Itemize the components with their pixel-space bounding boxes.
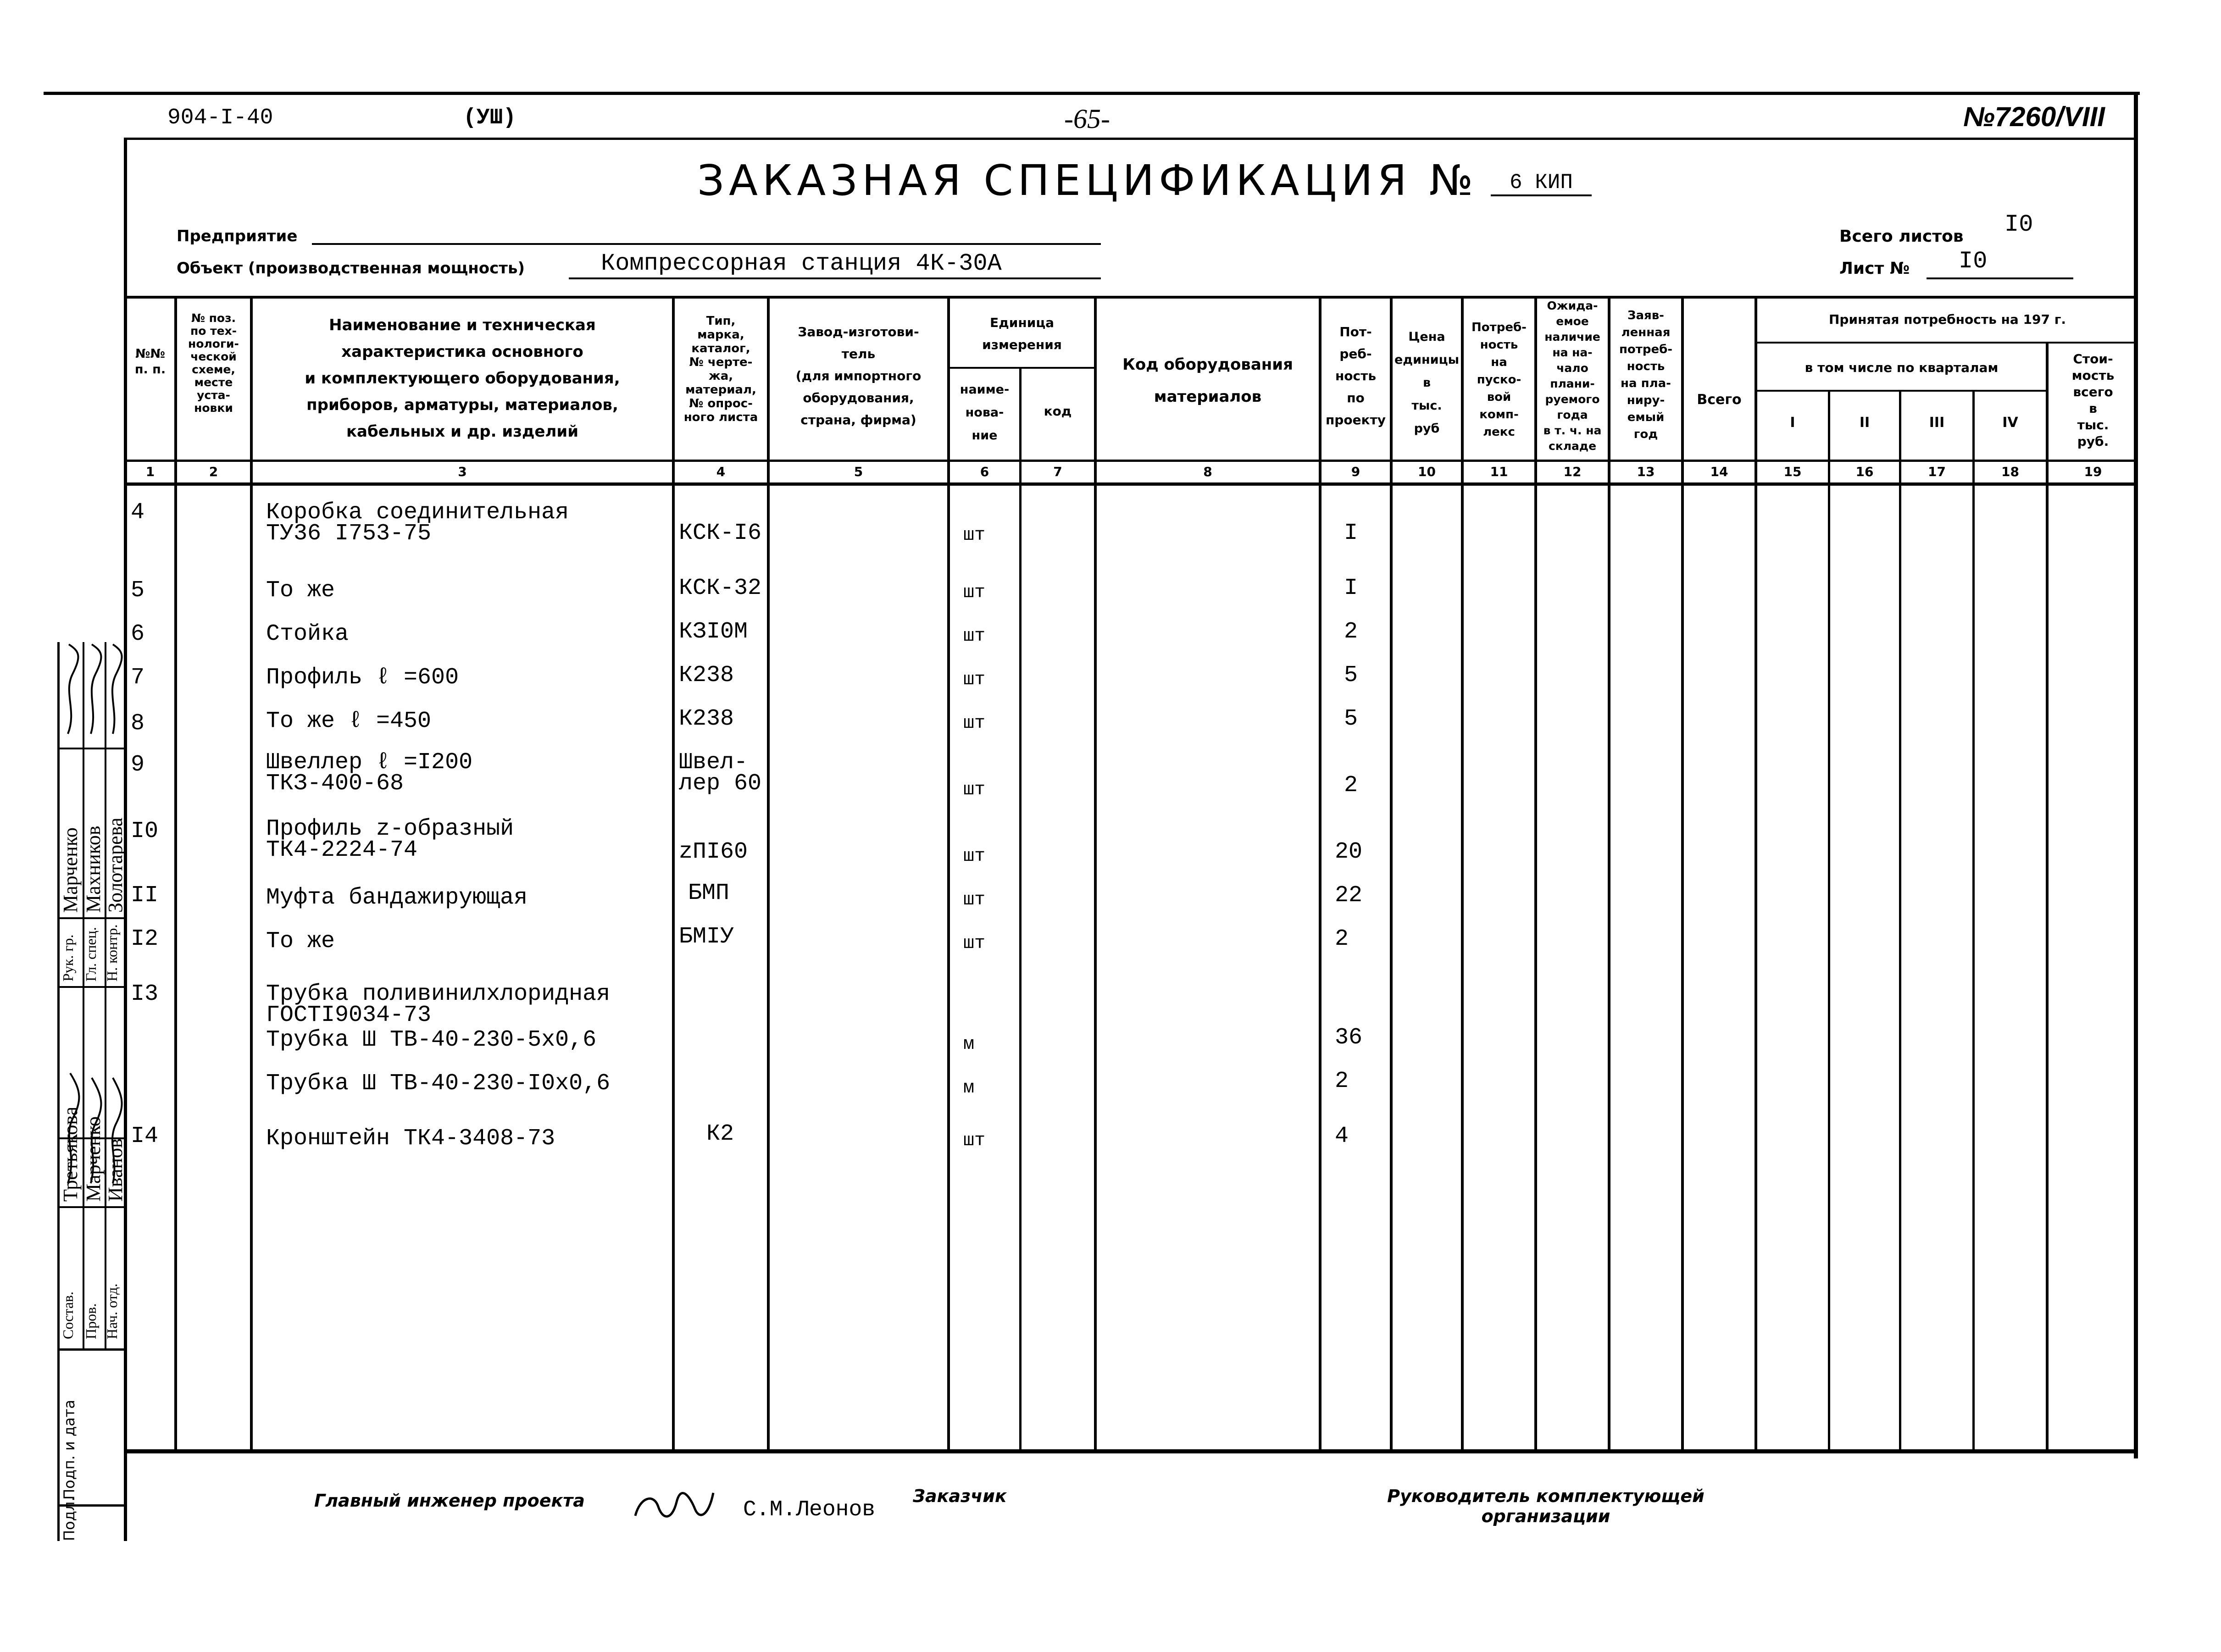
stamp-border xyxy=(57,1206,126,1208)
col-divider xyxy=(1899,390,1901,1452)
row-type: БМIУ xyxy=(679,924,734,950)
row-unit: шт xyxy=(963,582,986,603)
row-qty: I xyxy=(1344,575,1358,601)
header-equipment-code: Код оборудования материалов xyxy=(1122,355,1293,406)
row-unit: шт xyxy=(963,846,986,867)
row-unit: шт xyxy=(963,933,986,954)
row-number: 9 xyxy=(131,752,145,778)
colnum-bottom-rule xyxy=(124,482,2138,486)
row-unit: шт xyxy=(963,626,986,647)
header-unit-code: код xyxy=(1044,404,1072,419)
row-name: Трубка Ш ТВ-40-230-I0х0,6 xyxy=(266,1070,611,1097)
header-q4: IV xyxy=(2002,415,2018,431)
accepted-sub-rule xyxy=(1755,342,2138,344)
header-unit: Единица измерения xyxy=(982,315,1062,352)
row-unit: шт xyxy=(963,890,986,910)
row-name: Муфта бандажирующая xyxy=(266,885,528,911)
supplier-head-label: Руководитель комплектующей организации xyxy=(1387,1486,1705,1526)
colnum-8: 8 xyxy=(1203,464,1212,479)
row-name: Стойка xyxy=(266,621,349,647)
row-name: Трубка поливинилхлоридная ГОСТI9034-73 xyxy=(266,981,611,1028)
row-type: КСК-32 xyxy=(679,575,762,601)
row-type: БМП xyxy=(688,880,730,906)
stamp-role: Нач. отд. xyxy=(104,1283,120,1339)
spec-title: ЗАКАЗНАЯ СПЕЦИФИКАЦИЯ № xyxy=(697,156,1478,205)
sheet-line xyxy=(1927,277,2073,279)
header-accepted-need: Принятая потребность на 197 г. xyxy=(1829,312,2066,327)
row-type: К238 xyxy=(679,706,734,732)
stamp-signatures xyxy=(59,642,128,1206)
doc-code: 904-I-40 xyxy=(167,105,273,130)
stamp-sign-date: Подп. и дата xyxy=(61,1400,78,1500)
header-row-number: №№ п. п. xyxy=(134,347,166,377)
row-unit: шт xyxy=(963,713,986,734)
total-sheets-label: Всего листов xyxy=(1839,227,1964,246)
table-top-rule xyxy=(124,296,2138,299)
colnum-15: 15 xyxy=(1783,464,1802,479)
colnum-2: 2 xyxy=(209,464,218,479)
header-unit-name: наиме- нова- ние xyxy=(960,383,1010,443)
stamp-role: Н. контр. xyxy=(104,924,120,981)
header-unit-price: Цена единицы в тыс. руб xyxy=(1394,330,1460,436)
sheet-label: Лист № xyxy=(1839,259,1910,278)
row-unit: шт xyxy=(963,1131,986,1151)
header-bottom-rule xyxy=(124,460,2138,462)
row-name: Швеллер ℓ =I200 ТКЗ-400-68 xyxy=(266,749,473,797)
stamp-name: Марченко xyxy=(82,1116,105,1202)
colnum-7: 7 xyxy=(1053,464,1062,479)
row-qty: 22 xyxy=(1335,882,1363,909)
row-number: 6 xyxy=(131,621,145,647)
stamp-border xyxy=(57,1348,126,1351)
row-type: К238 xyxy=(679,662,734,688)
row-type: КЗI0М xyxy=(679,619,748,645)
object-label: Объект (производственная мощность) xyxy=(177,259,525,277)
colnum-10: 10 xyxy=(1418,464,1436,479)
header-required-by-project: Пот- реб- ность по проекту xyxy=(1325,324,1386,427)
stamp-name: Марченко xyxy=(59,827,82,913)
chief-engineer-name: С.М.Леонов xyxy=(743,1497,876,1522)
stamp-original: Подл. xyxy=(61,1497,78,1541)
stamp-role: Состав. xyxy=(60,1291,76,1339)
header-q3: III xyxy=(1929,415,1945,431)
row-qty: 4 xyxy=(1335,1123,1349,1149)
row-unit: м xyxy=(963,1034,975,1055)
colnum-12: 12 xyxy=(1563,464,1582,479)
row-type: КСК-I6 xyxy=(679,520,762,546)
row-qty: 5 xyxy=(1344,662,1358,688)
colnum-19: 19 xyxy=(2084,464,2102,479)
row-qty: 2 xyxy=(1335,926,1349,952)
row-type: Швел- лер 60 xyxy=(679,749,762,797)
total-sheets-value: I0 xyxy=(2004,211,2033,238)
row-number: 7 xyxy=(131,665,145,691)
stamp-role: Пров. xyxy=(83,1303,99,1339)
row-unit: м xyxy=(963,1078,975,1098)
header-startup-need: Потреб- ность на пуско- вой комп- лекс xyxy=(1471,321,1527,439)
row-name: Трубка Ш ТВ-40-230-5х0,6 xyxy=(266,1027,597,1053)
stamp-name: Иванов xyxy=(104,1138,127,1202)
header-expected-stock: Ожида- емое наличие на на- чало плани- руемого года в т. ч. на складе xyxy=(1543,299,1602,453)
row-name: Профиль z-образный ТК4-2224-74 xyxy=(266,816,514,863)
row-name: Кронштейн ТК4-3408-73 xyxy=(266,1125,555,1152)
header-type: Тип, марка, каталог, № черте- жа, материал, № опрос- ного листа xyxy=(683,314,758,424)
chief-signature xyxy=(631,1488,718,1525)
quarters-sub-rule xyxy=(1755,390,2046,392)
row-unit: шт xyxy=(963,525,986,546)
col-divider xyxy=(1972,390,1975,1452)
row-qty: 2 xyxy=(1344,619,1358,645)
colnum-14: 14 xyxy=(1710,464,1728,479)
header-q1: I xyxy=(1790,415,1795,431)
row-number: I2 xyxy=(131,926,159,952)
header-total: Всего xyxy=(1697,392,1742,408)
colnum-3: 3 xyxy=(458,464,467,479)
chief-engineer-label: Главный инженер проекта xyxy=(314,1491,585,1511)
colnum-5: 5 xyxy=(854,464,863,479)
header-declared-need: Заяв- ленная потреб- ность на пла- ниру- емый год xyxy=(1619,309,1673,441)
colnum-4: 4 xyxy=(716,464,726,479)
header-by-quarters: в том числе по кварталам xyxy=(1805,360,1999,375)
row-qty: 20 xyxy=(1335,839,1363,865)
colnum-11: 11 xyxy=(1490,464,1508,479)
row-qty: 5 xyxy=(1344,706,1358,732)
row-qty: I xyxy=(1344,520,1358,546)
enterprise-line xyxy=(312,243,1101,245)
row-name: Профиль ℓ =600 xyxy=(266,665,459,691)
header-q2: II xyxy=(1859,415,1870,431)
top-rule xyxy=(44,92,2140,95)
row-number: 4 xyxy=(131,499,145,526)
row-qty: 2 xyxy=(1335,1068,1349,1094)
row-number: I3 xyxy=(131,981,159,1007)
header-cost: Стои- мость всего в тыс. руб. xyxy=(2071,351,2115,449)
header-manufacturer: Завод-изготови- тель (для импортного оборудования, страна, фирма) xyxy=(795,324,922,427)
row-name: Коробка соединительная ТУ36 I753-75 xyxy=(266,499,569,547)
stamp-role: Рук. гр. xyxy=(60,934,76,981)
row-qty: 2 xyxy=(1344,772,1358,798)
sheet-reg-number: №7260/VIII xyxy=(1963,101,2105,132)
col-divider xyxy=(1828,390,1830,1452)
colnum-16: 16 xyxy=(1855,464,1874,479)
row-qty: 36 xyxy=(1335,1025,1363,1051)
doc-part: (УШ) xyxy=(463,105,516,130)
frame-top xyxy=(124,138,2138,140)
customer-label: Заказчик xyxy=(913,1486,1007,1506)
row-number: 5 xyxy=(131,577,145,604)
header-name: Наименование и техническая характеристика основного и комплектующего оборудования, приборов, арматуры, материалов, кабельных и др. изделий xyxy=(305,316,620,441)
row-type: zПI60 xyxy=(679,839,748,865)
colnum-9: 9 xyxy=(1351,464,1360,479)
stamp-role: Гл. спец. xyxy=(83,927,99,981)
enterprise-label: Предприятие xyxy=(177,227,298,245)
object-value: Компрессорная станция 4К-30А xyxy=(601,250,1002,277)
colnum-13: 13 xyxy=(1637,464,1655,479)
row-name: То же xyxy=(266,928,335,954)
colnum-1: 1 xyxy=(145,464,155,479)
colnum-17: 17 xyxy=(1928,464,1946,479)
col-divider xyxy=(2046,342,2049,1452)
row-number: I0 xyxy=(131,818,159,844)
colnum-18: 18 xyxy=(2001,464,2019,479)
unit-sub-rule xyxy=(947,367,1094,369)
row-number: I4 xyxy=(131,1123,159,1149)
row-type: К2 xyxy=(706,1121,734,1147)
row-name: То же xyxy=(266,577,335,604)
col-divider xyxy=(1019,367,1022,1452)
table-bottom-rule xyxy=(124,1449,2138,1453)
stamp-name: Третьякова xyxy=(59,1106,82,1202)
stamp-name: Махников xyxy=(82,826,105,913)
row-unit: шт xyxy=(963,780,986,800)
row-unit: шт xyxy=(963,670,986,690)
row-name: То же ℓ =450 xyxy=(266,708,432,734)
row-number: 8 xyxy=(131,710,145,737)
sheet-value: I0 xyxy=(1959,248,1988,275)
object-line xyxy=(569,277,1101,279)
spec-number: 6 КИП xyxy=(1491,171,1592,196)
stamp-name: Золотарева xyxy=(104,817,127,913)
colnum-6: 6 xyxy=(980,464,989,479)
header-position: № поз. по тех- нологи- ческой схеме, месте уста- новки xyxy=(188,311,239,415)
row-number: II xyxy=(131,882,159,909)
page-number: -65- xyxy=(1064,104,1110,134)
